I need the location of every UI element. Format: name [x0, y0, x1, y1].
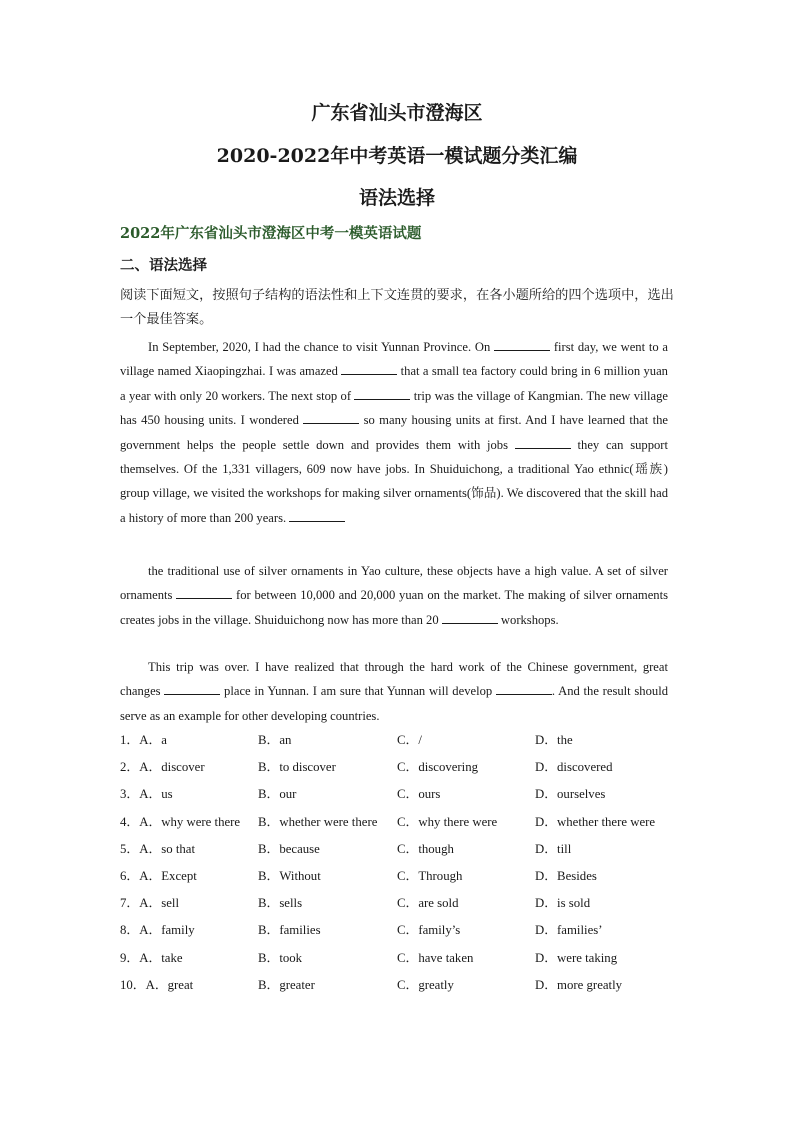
option-d[interactable]: D．Besides [535, 868, 597, 883]
question-row [120, 892, 680, 919]
option-c[interactable]: C．Through [397, 868, 463, 883]
passage-text: In September, 2020, I had the chance to visit Yunnan Province. On [148, 340, 495, 354]
question-row [120, 919, 680, 946]
title-region: 广东省汕头市澄海区 [311, 102, 483, 124]
option-d[interactable]: D．whether there were [535, 814, 656, 829]
passage-text: . And the result should serve as an example for other developing countries. [120, 684, 668, 723]
option-a[interactable]: 5．A．so that [120, 841, 196, 856]
question-row [120, 947, 680, 974]
option-c[interactable]: C．/ [397, 733, 422, 747]
option-b[interactable]: B．to discover [258, 760, 336, 775]
passage-text: workshops. [497, 612, 559, 627]
passage-paragraph-3 [120, 655, 668, 728]
option-b[interactable]: B．greater [258, 977, 315, 992]
option-b[interactable]: B．took [258, 950, 303, 965]
options-list [120, 729, 680, 1001]
option-a[interactable]: 3．A．us [120, 787, 173, 802]
option-c[interactable]: C．have taken [397, 950, 474, 965]
blank-10 [496, 683, 552, 695]
blank-7 [176, 587, 232, 599]
blank-2 [341, 363, 397, 375]
passage-text: place in Yunnan. I am sure that Yunnan will develop [220, 684, 496, 699]
blank-8 [442, 612, 498, 624]
option-a[interactable]: 10．A．great [120, 977, 194, 992]
passage-text: they can support themselves. Of the 1,331 villagers, 609 now have jobs. In Shuiduichong, a traditional Yao ethnic(瑶族) group village, we visited the workshops for making silver ornaments(饰品). We discovered that the skill had a history of more than 200 years. [120, 437, 668, 525]
question-row [120, 974, 680, 1001]
blank-1 [494, 339, 550, 351]
option-a[interactable]: 7．A．sell [120, 896, 180, 911]
question-row [120, 783, 680, 810]
option-d[interactable]: D．more greatly [535, 977, 623, 992]
option-d[interactable]: D．the [535, 733, 573, 747]
passage-text: first day, we went to a village named Xiaopingzhai. I was amazed [120, 340, 668, 379]
option-b[interactable]: B．whether were there [258, 814, 378, 829]
blank-9 [164, 683, 220, 695]
option-a[interactable]: 1．A．a [120, 733, 167, 747]
passage-text: so many housing units at first. And I have learned that the government helps the people settle down and provides them with jobs [120, 413, 668, 452]
option-c[interactable]: C．greatly [397, 977, 454, 992]
option-b[interactable]: B．an [258, 733, 292, 747]
option-d[interactable]: D．discovered [535, 760, 613, 775]
option-a[interactable]: 8．A．family [120, 923, 195, 938]
option-d[interactable]: D．ourselves [535, 787, 606, 802]
option-a[interactable]: 6．A．Except [120, 868, 197, 883]
option-c[interactable]: C．why there were [397, 814, 498, 829]
question-row [120, 865, 680, 892]
passage-paragraph-1 [120, 335, 668, 530]
question-row [120, 729, 680, 756]
option-b[interactable]: B．sells [258, 896, 303, 911]
option-c[interactable]: C．ours [397, 787, 441, 802]
blank-5 [515, 437, 571, 449]
option-b[interactable]: B．families [258, 923, 321, 938]
instructions: 阅读下面短文，按照句子结构的语法性和上下文连贯的要求，在各小题所给的四个选项中，选出一个最佳答案。 [120, 288, 674, 327]
part-title: 二、语法选择 [120, 257, 207, 274]
blank-4 [303, 412, 359, 424]
blank-3 [354, 388, 410, 400]
option-b[interactable]: B．Without [258, 868, 321, 883]
title-subject: 2020-2022年中考英语一模试题分类汇编 [216, 145, 578, 167]
passage-text: This trip was over. I have realized that through the hard work of the Chinese government, great changes [120, 660, 668, 699]
option-b[interactable]: B．our [258, 787, 297, 802]
passage-text: that a small tea factory could bring in 6 million yuan a year with only 20 workers. The next stop of [120, 364, 668, 403]
blank-6 [289, 510, 345, 522]
option-c[interactable]: C．family’s [397, 923, 461, 938]
option-d[interactable]: D．families’ [535, 923, 603, 938]
question-row [120, 756, 680, 783]
question-row [120, 811, 680, 838]
option-b[interactable]: B．because [258, 841, 320, 856]
option-d[interactable]: D．till [535, 841, 572, 856]
option-d[interactable]: D．were taking [535, 950, 618, 965]
passage-text: trip was the village of Kangmian. The new village has 450 housing units. I wondered [120, 388, 668, 428]
passage-paragraph-2 [120, 559, 668, 632]
option-a[interactable]: 2．A．discover [120, 760, 205, 775]
option-c[interactable]: C．discovering [397, 760, 479, 775]
title-topic: 语法选择 [358, 187, 435, 209]
option-a[interactable]: 4．A．why were there [120, 814, 241, 829]
option-c[interactable]: C．are sold [397, 896, 459, 911]
exam-title: 2022年广东省汕头市澄海区中考一模英语试题 [120, 225, 422, 242]
option-d[interactable]: D．is sold [535, 896, 591, 911]
option-a[interactable]: 9．A．take [120, 950, 183, 965]
passage-text: for between 10,000 and 20,000 yuan on the market. The making of silver ornaments creates jobs in the village. Shuiduichong now has more than 20 [120, 588, 668, 627]
question-row [120, 838, 680, 865]
option-c[interactable]: C．though [397, 841, 454, 856]
passage-text: the traditional use of silver ornaments in Yao culture, these objects have a high value. A set of silver ornaments [120, 564, 668, 603]
